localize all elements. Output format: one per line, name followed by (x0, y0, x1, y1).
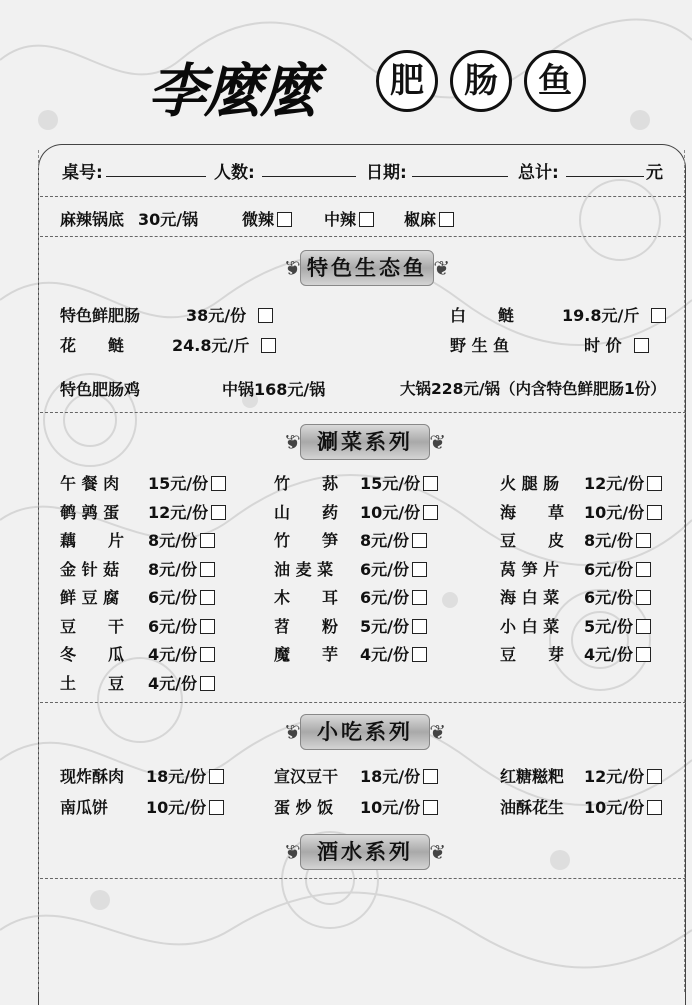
spice-option[interactable] (242, 207, 292, 230)
veg-item-name: 竹 笋 (274, 531, 339, 550)
checkbox[interactable] (423, 769, 438, 784)
veg-price-text: 4元/份 (360, 645, 409, 664)
veg-item-name: 鲜 豆 腐 (60, 588, 120, 607)
veg-item-name: 海 草 (500, 502, 565, 522)
veg-item-price (584, 642, 651, 665)
veg-price-text: 15元/份 (148, 474, 209, 493)
divider (40, 196, 686, 197)
checkbox[interactable] (636, 562, 651, 577)
section-banner-veg: ❦ 涮菜系列 ❦ (300, 424, 430, 460)
currency-unit: 元 (646, 163, 663, 183)
checkbox[interactable] (412, 562, 427, 577)
veg-price-text: 8元/份 (148, 531, 197, 550)
checkbox[interactable] (412, 590, 427, 605)
veg-item-price (360, 557, 427, 580)
checkbox[interactable] (636, 647, 651, 662)
veg-item-price (360, 642, 427, 665)
veg-item-price (360, 471, 438, 494)
snack-item-name: 宣汉豆干 (274, 767, 339, 786)
veg-item-name: 火 腿 肠 (500, 474, 560, 493)
chicken-mid-price: 中锅168元/锅 (222, 380, 326, 399)
veg-item-name: 海 白 菜 (500, 588, 560, 607)
veg-price-text: 8元/份 (360, 531, 409, 550)
people-count-field[interactable] (262, 176, 356, 177)
section-banner-fish: ❦ 特色生态鱼 ❦ (300, 250, 434, 286)
veg-item-name: 山 药 (274, 502, 339, 522)
veg-item-price (148, 528, 215, 551)
veg-item-name: 金 针 菇 (60, 559, 120, 579)
veg-price-text: 10元/份 (584, 502, 645, 522)
fish-item-price: 38元/份 (186, 303, 273, 326)
checkbox[interactable] (209, 769, 224, 784)
veg-item-name: 午 餐 肉 (60, 474, 120, 493)
snack-item-price: 18元/份 (360, 764, 438, 787)
fish-item-name: 野 生 鱼 (450, 336, 510, 355)
veg-price-text: 8元/份 (584, 531, 633, 550)
checkbox[interactable] (423, 476, 438, 491)
veg-item-name: 魔 芋 (274, 645, 339, 664)
checkbox[interactable] (258, 308, 273, 323)
checkbox[interactable] (277, 212, 292, 227)
restaurant-title (0, 40, 692, 125)
divider (40, 878, 686, 879)
veg-price-text: 10元/份 (360, 502, 421, 522)
veg-item-price (360, 585, 427, 608)
veg-item-name: 土 豆 (60, 673, 125, 693)
veg-item-price (360, 528, 427, 551)
chicken-large-price: 大锅228元/锅（内含特色鲜肥肠1份） (400, 380, 666, 398)
veg-price-text: 6元/份 (584, 559, 633, 579)
fish-item-price: 24.8元/斤 (172, 333, 276, 356)
veg-price-text: 4元/份 (584, 645, 633, 664)
veg-item-price (148, 471, 226, 494)
veg-item-name: 木 耳 (274, 588, 339, 607)
checkbox[interactable] (647, 476, 662, 491)
veg-price-text: 4元/份 (148, 645, 197, 664)
veg-item-name: 藕 片 (60, 531, 125, 550)
veg-item-name: 豆 皮 (500, 531, 565, 550)
checkbox[interactable] (412, 533, 427, 548)
left-border (38, 150, 39, 992)
checkbox[interactable] (636, 590, 651, 605)
checkbox[interactable] (209, 800, 224, 815)
checkbox[interactable] (200, 619, 215, 634)
spice-option-label: 微辣 (242, 210, 275, 229)
checkbox[interactable] (423, 505, 438, 520)
checkbox[interactable] (200, 590, 215, 605)
snack-item-price: 12元/份 (584, 764, 662, 787)
brand-name: 李麼麼 (148, 57, 317, 125)
checkbox[interactable] (200, 562, 215, 577)
divider (40, 702, 686, 703)
veg-price-text: 6元/份 (360, 588, 409, 607)
veg-price-text: 6元/份 (360, 559, 409, 579)
checkbox[interactable] (439, 212, 454, 227)
veg-price-text: 5元/份 (584, 616, 633, 636)
fish-item-name: 白 鲢 (450, 306, 515, 325)
veg-item-price (148, 585, 215, 608)
snack-item-price: 10元/份 (360, 795, 438, 818)
checkbox[interactable] (647, 505, 662, 520)
veg-item-name: 豆 芽 (500, 645, 565, 664)
veg-price-text: 6元/份 (148, 588, 197, 607)
veg-item-price (148, 642, 215, 665)
table-number-field[interactable] (106, 176, 206, 177)
veg-item-name: 莴 笋 片 (500, 559, 560, 579)
date-label: 日期: (366, 163, 407, 183)
checkbox[interactable] (636, 533, 651, 548)
snack-item-price: 18元/份 (146, 764, 224, 787)
chicken-name: 特色肥肠鸡 (60, 380, 141, 399)
snack-item-name: 油酥花生 (500, 798, 565, 817)
veg-price-text: 4元/份 (148, 673, 197, 693)
veg-item-price (148, 671, 215, 694)
checkbox[interactable] (651, 308, 666, 323)
fish-item-price: 时 价 (584, 333, 649, 356)
spice-option-label: 中辣 (324, 210, 357, 229)
veg-item-price (148, 614, 215, 637)
veg-item-price (584, 528, 651, 551)
section-banner-drink: ❦ 酒水系列 ❦ (300, 834, 430, 870)
fish-item-name: 特色鲜肥肠 (60, 306, 141, 325)
divider (40, 412, 686, 413)
veg-price-text: 8元/份 (148, 559, 197, 579)
veg-item-name: 油 麦 菜 (274, 559, 334, 579)
snack-item-name: 南瓜饼 (60, 798, 109, 817)
veg-item-name: 冬 瓜 (60, 645, 125, 664)
title-char-2: 肠 (450, 50, 512, 112)
date-field[interactable] (412, 176, 508, 177)
fish-item-name: 花 鲢 (60, 336, 125, 355)
veg-price-text: 5元/份 (360, 616, 409, 636)
veg-item-price (584, 585, 651, 608)
checkbox[interactable] (412, 647, 427, 662)
snack-item-name: 红糖糍粑 (500, 767, 565, 786)
title-char-3: 鱼 (524, 50, 586, 112)
checkbox[interactable] (211, 476, 226, 491)
right-border (684, 150, 685, 992)
total-field[interactable] (566, 176, 644, 177)
divider (40, 236, 686, 237)
title-char-1: 肥 (376, 50, 438, 112)
veg-item-price (148, 500, 226, 523)
checkbox[interactable] (261, 338, 276, 353)
fish-item-price: 19.8元/斤 (562, 303, 666, 326)
veg-item-price (148, 557, 215, 580)
checkbox[interactable] (636, 619, 651, 634)
checkbox[interactable] (359, 212, 374, 227)
veg-item-name: 竹 荪 (274, 474, 339, 493)
veg-item-name: 小 白 菜 (500, 616, 560, 636)
snack-item-price: 10元/份 (146, 795, 224, 818)
veg-item-price (360, 614, 427, 637)
snack-item-price: 10元/份 (584, 795, 662, 818)
veg-item-name: 苕 粉 (274, 616, 339, 636)
soup-base-price: 30元/锅 (138, 210, 199, 229)
spice-option-label: 椒麻 (404, 210, 437, 229)
veg-item-price (584, 471, 662, 494)
snack-item-name: 现炸酥肉 (60, 767, 125, 786)
snack-item-name: 蛋 炒 饭 (274, 798, 334, 817)
checkbox[interactable] (211, 505, 226, 520)
total-label: 总计: (518, 163, 559, 183)
soup-base-name: 麻辣锅底 (60, 210, 125, 229)
veg-price-text: 6元/份 (148, 616, 197, 636)
veg-price-text: 12元/份 (148, 502, 209, 522)
section-banner-snack: ❦ 小吃系列 ❦ (300, 714, 430, 750)
checkbox[interactable] (423, 800, 438, 815)
veg-price-text: 6元/份 (584, 588, 633, 607)
spice-option[interactable] (404, 207, 454, 230)
veg-price-text: 12元/份 (584, 474, 645, 493)
table-number-label: 桌号: (62, 163, 103, 183)
checkbox[interactable] (412, 619, 427, 634)
veg-item-price (584, 557, 651, 580)
checkbox[interactable] (647, 769, 662, 784)
veg-item-price (360, 500, 438, 523)
veg-item-price (584, 500, 662, 523)
checkbox[interactable] (634, 338, 649, 353)
checkbox[interactable] (200, 676, 215, 691)
veg-item-price (584, 614, 651, 637)
veg-item-name: 鹌 鹑 蛋 (60, 502, 120, 522)
people-count-label: 人数: (214, 163, 255, 183)
spice-option[interactable] (324, 207, 374, 230)
checkbox[interactable] (200, 533, 215, 548)
veg-price-text: 15元/份 (360, 474, 421, 493)
checkbox[interactable] (200, 647, 215, 662)
checkbox[interactable] (647, 800, 662, 815)
veg-item-name: 豆 干 (60, 616, 125, 636)
